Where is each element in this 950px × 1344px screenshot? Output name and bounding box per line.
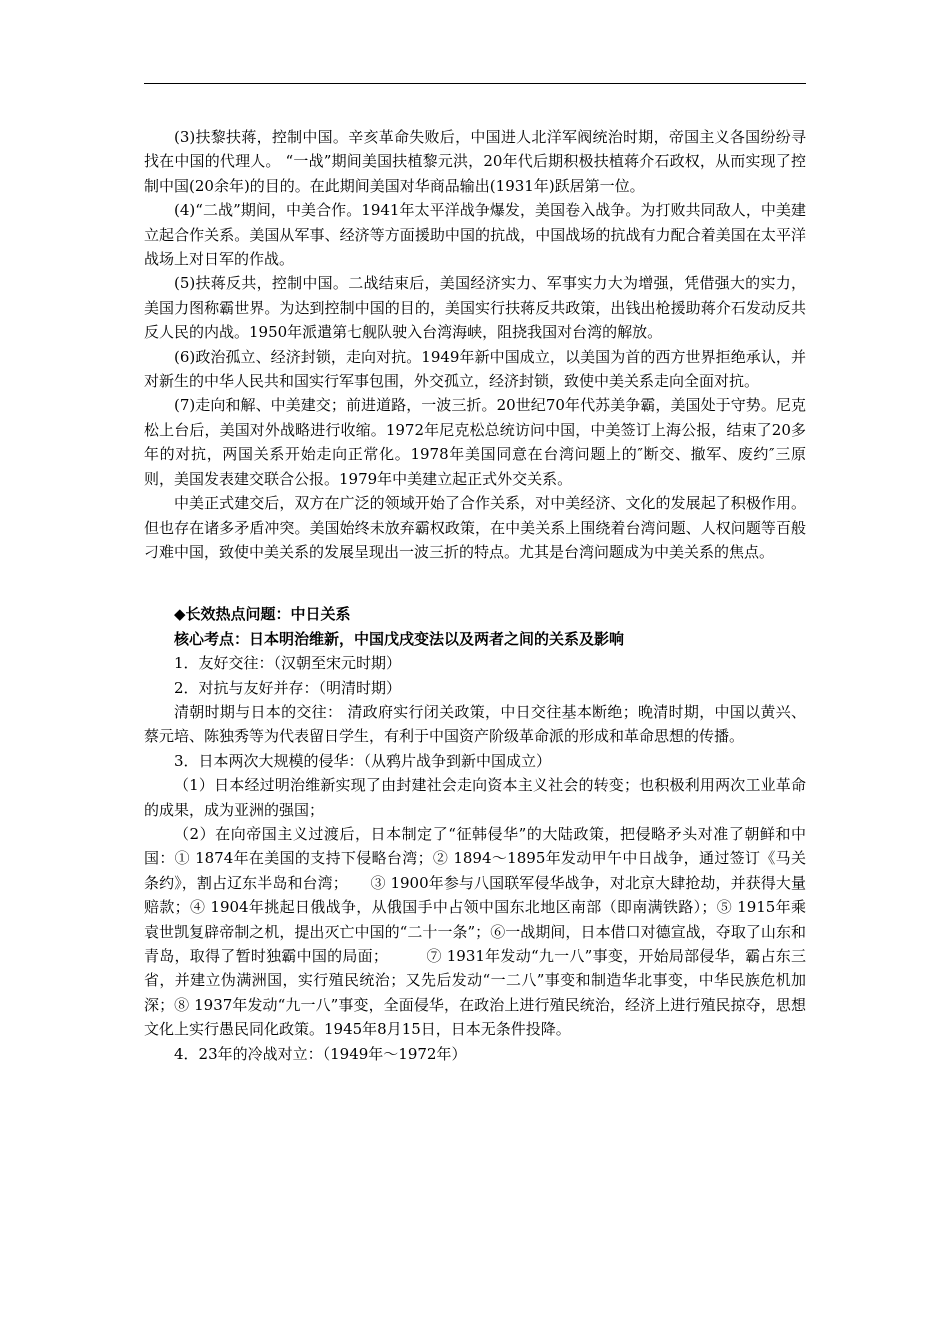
item-cold-war: 4．23年的冷战对立：（1949年～1972年） <box>174 1044 467 1063</box>
paragraph-us-3: (3)扶黎扶蒋，控制中国。辛亥革命失败后，中国进人北洋军阀统治时期，帝国主义各国纷纷寻找在中国的代理人。 “一战”期间美国扶植黎元洪，20年代后期积极扶植蒋介石政权，从而实现了控制中国(20余年)的目的。在此期间美国对华商品输出(1931年)跃居第一位。 <box>144 128 806 195</box>
item-confrontation-friendship: 2．对抗与友好并存：（明清时期） <box>174 678 402 697</box>
paragraph-meiji: （1）日本经过明治维新实现了由封建社会走向资本主义社会的转变；也积极利用两次工业革命的成果，成为亚洲的强国； <box>144 776 806 819</box>
paragraph-us-4: (4)“二战”期间，中美合作。1941年太平洋战争爆发，美国卷入战争。为打败共同敌人，中美建立起合作关系。美国从军事、经济等方面援助中国的抗战，中国战场的抗战有力配合着美国在太平洋战场上对日军的作战。 <box>144 201 806 269</box>
paragraph-us-6: (6)政治孤立、经济封锁，走向对抗。1949年新中国成立，以美国为首的西方世界拒绝承认，并对新生的中华人民共和国实行军事包围，外交孤立，经济封锁，致使中美关系走向全面对抗。 <box>144 347 806 391</box>
paragraph-us-summary: 中美正式建交后，双方在广泛的领域开始了合作关系，对中美经济、文化的发展起了积极作用。但也存在诸多矛盾冲突。美国始终未放弃霸权政策，在中美关系上围绕着台湾问题、人权问题等百般刁难中国，致使中美关系的发展呈现出一波三折的特点。尤其是台湾问题成为中美关系的焦点。 <box>144 494 806 561</box>
paragraph-us-7: (7)走向和解、中美建交；前进道路，一波三折。20世纪70年代苏美争霸，美国处于守势。尼克松上台后，美国对外战略进行收缩。1972年尼克松总统访问中国，中美签订上海公报，结束了20多年的对抗，两国关系开始走向正常化。1978年美国同意在台湾问题上的″断交、撤军、废约″三原则，美国发表建交联合公报。1979年中美建立起正式外交关系。 <box>144 396 806 488</box>
header-rule <box>144 83 806 84</box>
section-gap <box>144 564 806 602</box>
section-heading: ◆长效热点问题：中日关系 <box>174 605 351 624</box>
paragraph-invasion-list: （2）在向帝国主义过渡后，日本制定了“征韩侵华”的大陆政策，把侵略矛头对准了朝鲜和中国：① 1874年在美国的支持下侵略台湾；② 1894～1895年发动甲午中日战争，通过签订《马关条约》，割占辽东半岛和台湾； ③ 1900年参与八国联军侵华战争，对北京大肆抢劫，并获得大量赔款；④ 1904年挑起日俄战争，从俄国手中占领中国东北地区南部（即南满铁路）；⑤ 1915年乘袁世凯复辟帝制之机，提出灭亡中国的“二十一条”；⑥一战期间，日本借口对德宣战，夺取了山东和青岛，取得了暂时独霸中国的局面； ⑦ 1931年发动“九一八”事变，开始局部侵华，霸占东三省，并建立伪满洲国，实行殖民统治；又先后发动“一二八”事变和制造华北事变，中华民族危机加深；⑧ 1937年发动“九一八”事变，全面侵华，在政治上进行殖民统治，经济上进行殖民掠夺，思想文化上实行愚民同化政策。1945年8月15日，日本无条件投降。 <box>144 824 806 1039</box>
item-two-invasions: 3．日本两次大规模的侵华：（从鸦片战争到新中国成立） <box>174 751 552 770</box>
paragraph-us-5: (5)扶蒋反共，控制中国。二战结束后，美国经济实力、军事实力大为增强，凭借强大的实力，美国力图称霸世界。为达到控制中国的目的，美国实行扶蒋反共政策，出钱出枪援助蒋介石发动反共反人民的内战。1950年派遣第七舰队驶入台湾海峡，阻挠我国对台湾的解放。 <box>144 274 806 342</box>
paragraph-qing-japan: 清朝时期与日本的交往： 清政府实行闭关政策，中日交往基本断绝；晚清时期，中国以黄兴、蔡元培、陈独秀等为代表留日学生，有利于中国资产阶级革命派的形成和革命思想的传播。 <box>144 702 806 746</box>
core-point-heading: 核心考点：日本明治维新，中国戊戌变法以及两者之间的关系及影响 <box>174 629 625 648</box>
item-friendly-exchange: 1．友好交往：（汉朝至宋元时期） <box>174 654 402 673</box>
document-body <box>144 125 806 1066</box>
